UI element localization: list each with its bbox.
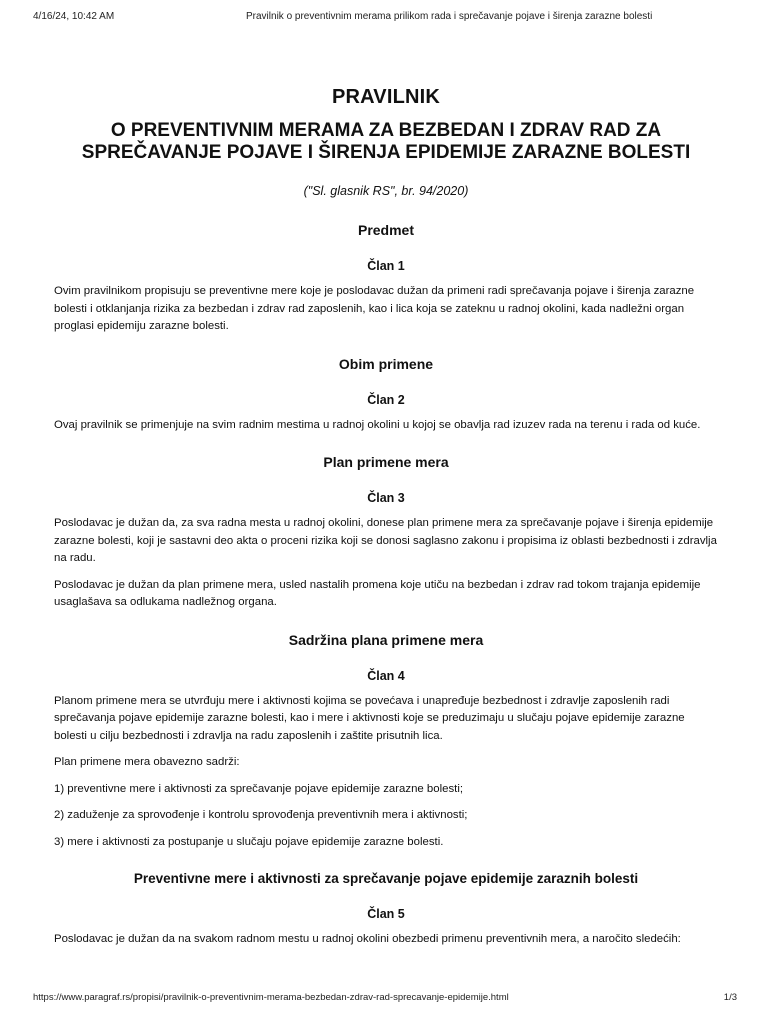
article-3-paragraph-1: Poslodavac je dužan da, za sva radna mesta u radnoj okolini, donese plan primene mera za sprečavanje pojave i širenja epidemije zarazne bolesti, koji je sastavni deo akta o proceni rizika koji se donosi saglasno zakonu i propisima iz oblasti bezbednosti i zdravlja na radu. — [54, 517, 717, 564]
document-body — [54, 86, 718, 958]
section-heading-predmet: Predmet — [357, 222, 415, 238]
print-footer — [0, 992, 768, 1008]
article-5-paragraph-1: Poslodavac je dužan da na svakom radnom mestu u radnoj okolini obezbedi primenu preventivnih mera, a naročito sledećih: — [54, 933, 681, 945]
article-4-list-item-1: 1) preventivne mere i aktivnosti za sprečavanje pojave epidemije zarazne bolesti; — [54, 782, 464, 795]
document-subtitle — [54, 120, 718, 164]
gazette-reference: ("Sl. glasnik RS", br. 94/2020) — [303, 184, 469, 198]
article-4-list-item-3: 3) mere i aktivnosti za postupanje u slučaju pojave epidemije zarazne bolesti. — [54, 835, 444, 848]
print-header — [0, 11, 768, 27]
print-datetime: 4/16/24, 10:42 AM — [33, 11, 115, 22]
article-4-list-item-2: 2) zaduženje za sprovođenje i kontrolu sprovođenja preventivnih mera i aktivnosti; — [54, 809, 468, 821]
source-url-link[interactable]: https://www.paragraf.rs/propisi/pravilnik-o-preventivnim-merama-bezbedan-zdrav-rad-sprecavanje-epidemije.html — [33, 992, 509, 1003]
document-title: PRAVILNIK — [331, 86, 441, 108]
section-heading-preventivne-mere: Preventivne mere i aktivnosti za sprečavanje pojave epidemije zaraznih bolesti — [133, 871, 639, 886]
article-4-paragraph-2: Plan primene mera obavezno sadrži: — [54, 756, 240, 768]
page-number: 1/3 — [723, 992, 737, 1003]
article-heading-4: Član 4 — [367, 668, 405, 683]
article-3-paragraph-2: Poslodavac je dužan da plan primene mera, usled nastalih promena koje utiču na bezbedan i zdrav rad tokom trajanja epidemije usaglašava sa odlukama nadležnog organa. — [54, 578, 701, 608]
article-1-paragraph: Ovim pravilnikom propisuju se preventivne mere koje je poslodavac dužan da primeni radi sprečavanja pojave i širenja zarazne bolesti i otklanjanja rizika za bezbedan i zdrav rad zaposlenih, kao i lica koja se zateknu u radnoj okolini, kada nadležni organ proglasi epidemiju zarazne bolesti. — [54, 285, 695, 332]
article-heading-3: Član 3 — [367, 491, 405, 505]
article-2-paragraph: Ovaj pravilnik se primenjuje na svim radnim mestima u radnoj okolini u kojoj se obavlja rad izuzev rada na terenu i rada od kuće. — [54, 418, 701, 431]
document-subtitle-line-2: SPREČAVANJE POJAVE I ŠIRENJA EPIDEMIJE ZARAZNE BOLESTI — [81, 142, 691, 163]
article-heading-1: Član 1 — [367, 259, 405, 273]
section-heading-plan-primene-mera: Plan primene mera — [323, 454, 449, 470]
article-heading-2: Član 2 — [367, 392, 405, 407]
article-4-paragraph-1: Planom primene mera se utvrđuju mere i aktivnosti kojima se povećava i unapređuje bezbednost i zdravlje zaposlenih radi sprečavanja pojave epidemije zarazne bolesti, kao i mere i aktivnosti koje se preduzimaju u slučaju pojave epidemije zarazne bolesti u cilju bezbednosti i zdravlja na radu zaposlenih i zaštite prisutnih lica. — [54, 694, 685, 742]
section-heading-obim-primene: Obim primene — [338, 355, 434, 372]
section-heading-sadrzina-plana: Sadržina plana primene mera — [288, 631, 484, 648]
article-heading-5: Član 5 — [367, 907, 405, 921]
document-subtitle-line-1: O PREVENTIVNIM MERAMA ZA BEZBEDAN I ZDRAV RAD ZA — [110, 120, 662, 141]
print-doc-title: Pravilnik o preventivnim merama prilikom rada i sprečavanje pojave i širenja zarazne bolesti — [246, 11, 653, 22]
